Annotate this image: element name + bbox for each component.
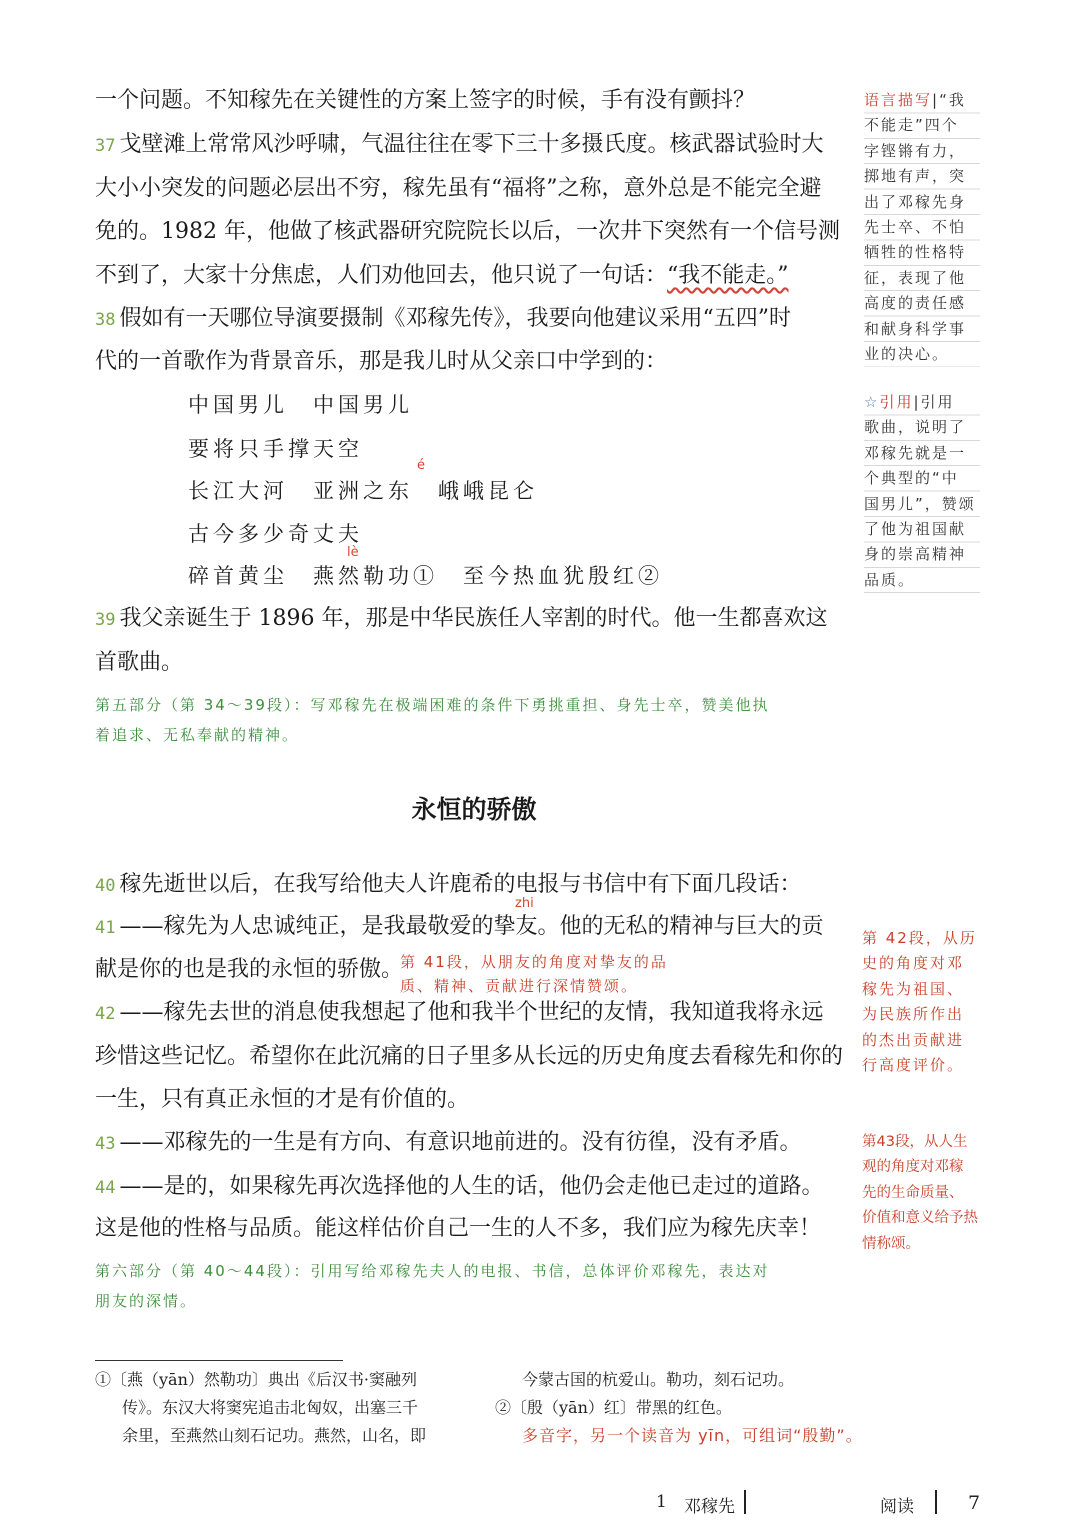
- footer-divider: [935, 1490, 937, 1514]
- paragraph-41: 41 ——稼先为人忠诚纯正，是我最敬爱的挚友。他的无私的精神与巨大的贡: [95, 914, 824, 939]
- footnote-1-continued: [522, 1366, 922, 1394]
- footnote-line: 今蒙古国的杭爱山。勒功，刻石记功。: [522, 1370, 795, 1389]
- text-line: 珍惜这些记忆。希望你在此沉痛的日子里多从长远的历史角度去看稼先和你的: [95, 1044, 844, 1069]
- side-note-line: 品质。: [864, 570, 916, 589]
- side-note-line: 国男儿”，赞颂: [864, 494, 976, 513]
- side-note-line: 高度的责任感: [864, 294, 967, 313]
- side-note-line: 先的生命质量、: [862, 1184, 964, 1201]
- summary-line: 第六部分（第 40～44段）：引用写给邓稼先夫人的电报、书信，总体评价邓稼先，表达对: [95, 1262, 770, 1280]
- section-heading: 永恒的骄傲: [411, 795, 537, 824]
- paragraph-number: 44: [95, 1178, 116, 1198]
- side-note-line: 语言描写|“我: [864, 91, 966, 109]
- footnote-line: ①〔燕（yān）然勒功〕典出《后汉书·窦融列: [95, 1370, 417, 1389]
- summary-line: 着追求、无私奉献的精神。: [95, 726, 300, 744]
- paragraph-42: 42 ——稼先去世的消息使我想起了他和我半个世纪的友情，我知道我将永远: [95, 1000, 824, 1025]
- side-note-line: 掷地有声，突: [864, 167, 967, 186]
- pinyin-annotation: zhi: [515, 896, 534, 911]
- side-note-line: 史的角度对邓: [862, 954, 965, 973]
- page-number: 7: [968, 1492, 981, 1514]
- text-line: 大小小突发的问题必层出不穷，稼先虽有“福将”之称，意外总是不能完全避: [95, 176, 822, 201]
- star-icon: ☆: [864, 393, 880, 411]
- side-note-line: 价值和意义给予热: [862, 1210, 978, 1227]
- side-note-line: ☆引用|引用: [864, 393, 955, 411]
- side-note-line: 个典型的“中: [864, 469, 959, 488]
- poem-line: 长江大河 亚洲之东 峨峨昆仑: [188, 479, 538, 503]
- side-note-line: 邓稼先就是一: [864, 443, 967, 462]
- side-note-line: 行高度评价。: [862, 1056, 965, 1075]
- summary-line: 第五部分（第 34～39段）：写邓稼先在极端困难的条件下勇挑重担、身先士卒，赞美他执: [95, 696, 770, 714]
- text-line: 首歌曲。: [95, 650, 184, 675]
- footnote-line: 传》。东汉大将窦宪追击北匈奴，出塞三千: [122, 1398, 419, 1417]
- footnote-line: ②〔殷（yān）红〕带黑的红色。: [495, 1398, 732, 1417]
- lesson-title: 邓稼先: [684, 1497, 735, 1517]
- paragraph-number: 40: [95, 876, 116, 896]
- text-line: 这是他的性格与品质。能这样估价自己一生的人不多，我们应为稼先庆幸！: [95, 1216, 822, 1241]
- footnote-divider: [95, 1360, 343, 1361]
- side-note-paragraph-42: [862, 926, 982, 1078]
- footnote-handwritten-note: 多音字，另一个读音为 yīn，可组词“殷勤”。: [522, 1426, 863, 1445]
- paragraph-38: 38 假如有一天哪位导演要摄制《邓稼先传》，我要向他建议采用“五四”时: [95, 306, 791, 331]
- side-note-line: 身的崇高精神: [864, 545, 967, 564]
- pinyin-annotation: lè: [347, 545, 359, 560]
- lesson-number: 1: [656, 1492, 667, 1512]
- text-line: 不到了，大家十分焦虑，人们劝他回去，他只说了一句话：“我不能走。”: [95, 263, 789, 288]
- side-note-line: 字铿锵有力，: [864, 141, 967, 160]
- side-note-line: 牺牲的性格特: [864, 243, 967, 262]
- paragraph-number: 41: [95, 918, 116, 938]
- paragraph-number: 42: [95, 1004, 116, 1024]
- paragraph-number: 38: [95, 310, 116, 330]
- side-note-line: 歌曲，说明了: [864, 418, 967, 437]
- side-note-quote: [864, 390, 980, 593]
- paragraph-number: 43: [95, 1134, 116, 1154]
- side-note-line: 稼先为祖国、: [862, 979, 965, 998]
- poem-line: 古今多少奇丈夫: [188, 522, 363, 546]
- annotation-line: 第 41段，从朋友的角度对挚友的品: [400, 953, 668, 971]
- paragraph-44: 44 ——是的，如果稼先再次选择他的人生的话，他仍会走他已走过的道路。: [95, 1174, 824, 1199]
- side-note-line: 出了邓稼先身: [864, 192, 967, 211]
- side-note-line: 业的决心。: [864, 345, 950, 364]
- text-line: 一生，只有真正永恒的才是有价值的。: [95, 1087, 470, 1112]
- section-summary: [95, 690, 855, 750]
- side-note-line: 观的角度对邓稼: [862, 1159, 964, 1176]
- inline-annotation: [400, 950, 700, 998]
- summary-line: 朋友的深情。: [95, 1292, 198, 1310]
- text-line: 一个问题。不知稼先在关键性的方案上签字的时候，手有没有颤抖？: [95, 88, 756, 113]
- side-note-line: 第43段，从人生: [862, 1134, 968, 1150]
- footnote-2: [495, 1394, 935, 1450]
- side-note-language: [864, 88, 980, 367]
- side-note-paragraph-43: [862, 1130, 986, 1257]
- annotation-line: 质、精神、贡献进行深情赞颂。: [400, 977, 639, 995]
- text-line: 免的。1982 年，他做了核武器研究院院长以后，一次井下突然有一个信号测: [95, 219, 840, 244]
- section-summary: [95, 1256, 855, 1316]
- note-label: 语言描写: [864, 91, 933, 109]
- wavy-underlined-quote: “我不能走。”: [667, 263, 789, 288]
- side-note-line: 的杰出贡献进: [862, 1030, 965, 1049]
- footer-divider: [744, 1490, 746, 1514]
- note-label: 引用: [879, 393, 914, 411]
- side-note-line: 和献身科学事: [864, 319, 967, 338]
- paragraph-40: 40 稼先逝世以后，在我写给他夫人许鹿希的电报与书信中有下面几段话：: [95, 872, 802, 897]
- footnote-1: [95, 1366, 475, 1450]
- side-note-line: 征，表现了他: [864, 268, 967, 287]
- text-line: 代的一首歌作为背景音乐，那是我儿时从父亲口中学到的：: [95, 349, 668, 374]
- side-note-line: 了他为祖国献: [864, 520, 967, 539]
- poem-line: 中国男儿 中国男儿: [188, 393, 413, 417]
- paragraph-number: 39: [95, 610, 116, 630]
- text-line: 献是你的也是我的永恒的骄傲。: [95, 957, 404, 982]
- side-note-line: 先士卒、不怕: [864, 218, 967, 237]
- paragraph-43: 43 ——邓稼先的一生是有方向、有意识地前进的。没有彷徨，没有矛盾。: [95, 1130, 802, 1155]
- footnote-line: 余里，至燕然山刻石记功。燕然，山名，即: [122, 1426, 427, 1445]
- pinyin-annotation: é: [417, 458, 425, 473]
- side-note-line: 情称颂。: [862, 1235, 920, 1252]
- side-note-line: 为民族所作出: [862, 1005, 965, 1024]
- section-label: 阅读: [880, 1497, 914, 1517]
- paragraph-number: 37: [95, 136, 116, 156]
- paragraph-37: 37 戈壁滩上常常风沙呼啸，气温往往在零下三十多摄氏度。核武器试验时大: [95, 132, 824, 157]
- paragraph-39: 39 我父亲诞生于 1896 年，那是中华民族任人宰割的时代。他一生都喜欢这: [95, 606, 828, 631]
- side-note-line: 不能走”四个: [864, 116, 959, 135]
- poem-line: 要将只手撑天空: [188, 437, 363, 461]
- poem-line: 碎首黄尘 燕然勒功① 至今热血犹殷红②: [188, 564, 663, 588]
- side-note-line: 第 42段，从历: [862, 929, 977, 947]
